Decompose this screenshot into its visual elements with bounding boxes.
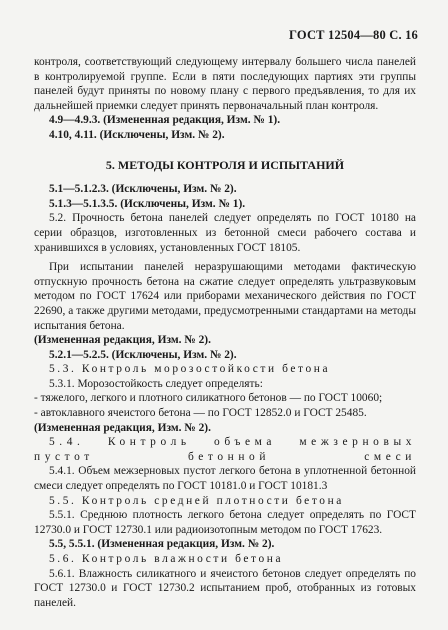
amendment-note: 4.9—4.9.3. (Измененная редакция, Изм. № 1). [49,114,281,127]
clause-5-4-1: 5.4.1. Объем межзерновых пустот легкого бетона в уплотненной бетонной смеси следует определять по ГОСТ 10181.0 и ГОСТ 10181.3 [34,465,416,493]
clause-5-2: 5.2. Прочность бетона панелей следует определять по ГОСТ 10180 на серии образцов, изготовленных из бетонной смеси рабочего состава и хранившихся в условиях, установленных ГОСТ 18105. [34,212,416,254]
list-item: - тяжелого, легкого и плотного силикатного бетонов — по ГОСТ 10060; [34,392,383,405]
subsection-heading: 5.6. Контроль влажности бетона [49,553,284,565]
clause-5-6-1: 5.6.1. Влажность силикатного и ячеистого бетонов следует определять по ГОСТ 12730.0 и ГОСТ 12730.2 испытанием проб, отобранных из готовых панелей. [34,567,416,609]
amendment-note: 5.5, 5.5.1. (Измененная редакция, Изм. № 2). [49,538,275,551]
amendment-note: (Измененная редакция, Изм. № 2). [34,334,211,347]
page-header: ГОСТ 12504—80 С. 16 [289,28,418,42]
clause-5-2-nondestructive: При испытании панелей неразрушающими методами фактическую отпускную прочность бетона на сжатие следует определять ультразвуковым методом по ГОСТ 17624 или приборами механического действия по ГОСТ 22690, а также другими методами, предусмотренными стандартами на методы испытания бетона. [34,261,416,332]
subsection-heading: 5.4. Контроль объема межзерновых пустот бетонной смеси [34,436,416,463]
amendment-note: 4.10, 4.11. (Исключены, Изм. № 2). [49,128,225,141]
document-body [34,55,416,610]
amendment-note: 5.1—5.1.2.3. (Исключены, Изм. № 2). [49,183,237,196]
amendment-note: 5.2.1—5.2.5. (Исключены, Изм. № 2). [49,348,237,361]
subsection-heading: 5.5. Контроль средней плотности бетона [49,494,344,507]
subsection-heading: 5.3. Контроль морозостойкости бетона [49,363,331,376]
section-title: 5. МЕТОДЫ КОНТРОЛЯ И ИСПЫТАНИЙ [105,157,345,172]
clause-5-5-1: 5.5.1. Среднюю плотность легкого бетона следует определять по ГОСТ 12730.0 и ГОСТ 12730.1 или радиоизотопным методом по ГОСТ 17623. [34,509,416,536]
list-item: - автоклавного ячеистого бетона — по ГОСТ 12852.0 и ГОСТ 25485. [34,407,367,420]
paragraph-continuation: контроля, соответствующий следующему интервалу большего числа панелей в контролируемой группе. Если в пяти последующих партиях эти группы панелей будут приняты по новому плану с первого предъявления, то для их дальнейшей приемки следует принять первоначальный план контроля. [34,56,416,112]
clause-5-3-1: 5.3.1. Морозостойкость следует определять: [49,377,263,390]
amendment-note: 5.1.3—5.1.3.5. (Исключены, Изм. № 1). [49,197,246,210]
amendment-note: (Измененная редакция, Изм. № 2). [34,421,211,434]
